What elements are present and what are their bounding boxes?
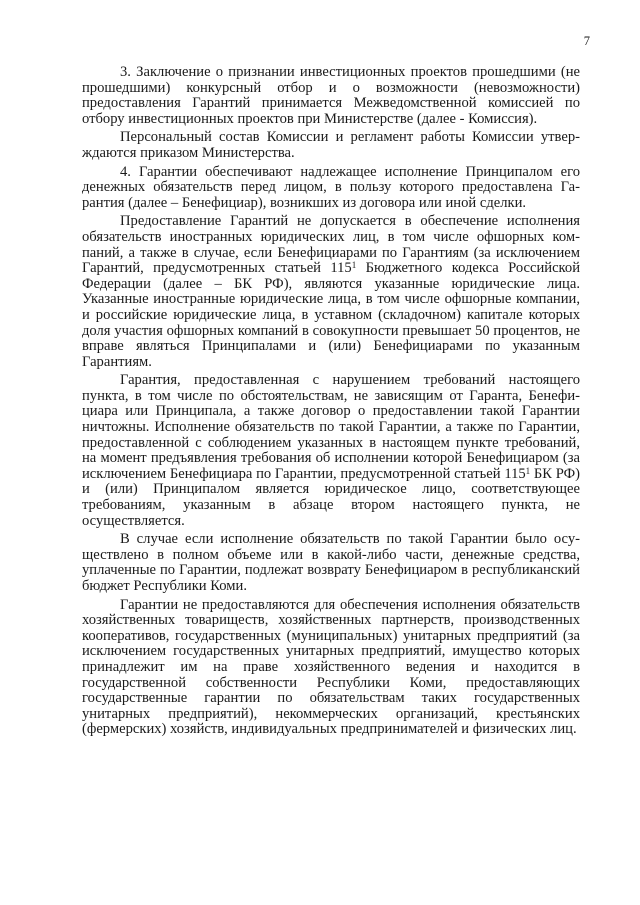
paragraph-void-guarantee: [82, 373, 580, 529]
paragraph-foreign-entities-text-2: Бюджетного кодекса Российской Федерации (далее – БК РФ), являются указанные юридические лица. Указанные иностранные юридические лица, в том числе офшорные компании, и российские юридические лица, в уставном (складочном) капитале которых доля участия офшорных компаний в совокупности превышает 50 процентов, не вправе являться Принципалами и (или) Бенефициарами по указанным Гарантиям.: [82, 260, 581, 370]
paragraph-foreign-entities-text-1: Предоставление Гарантий не допускается в обеспечение исполнения обязательств иностранных юридических лиц, в том числе офшорных компаний, а также в случае, если Бенефициарами по Гарантиям (за исключением Гарантий, предусмотренных статьей 115: [82, 213, 580, 277]
paragraph-commission-composition: Персональный состав Комиссии и регламент работы Комиссии утверждаются приказом Министерства.: [82, 129, 580, 161]
paragraph-void-guarantee-text-2: БК РФ) и (или) Принципалом является юридическое лицо, соответствующее требованиям, указанным в абзаце втором настоящего пункта, не осуществляется.: [82, 465, 580, 529]
paragraph-void-guarantee-text-1: Гарантия, предоставленная с нарушением требований настоящего пункта, в том числе по обстоятельствам, не зависящим от Гаранта, Бенефициара или Принципала, а также договор о предоставлении такой Гарантии ничтожны. Исполнение обязательств по такой Гарантии, а также по Гарантии, предоставленной с соблюдением указанных в настоящем пункте требований, на момент предъявления требования об исполнении которой Бенефициаром (за исключением Бенефициара по Гарантии, предусмотренной статьей 115: [82, 372, 580, 482]
superscript-article-number: 1: [525, 465, 531, 476]
paragraph-exclusions: Гарантии не предоставляются для обеспечения исполнения обязательств хозяйственных товариществ, хозяйственных партнерств, производственных кооперативов, государственных (муниципальных) унитарных предприятий (за исключением государственных унитарных предприятий, имущество которых принадлежит им на праве хозяйственного ведения и находится в государственной собственности Республики Коми, предоставляющих государственные гарантии по обязательствам таких государственных унитарных предприятий), некоммерческих организаций, крестьянских (фермерских) хозяйств, индивидуальных предпринимателей и физических лиц.: [82, 596, 580, 738]
paragraph-commission-conclusion: 3. Заключение о признании инвестиционных проектов прошедшими (не прошедшими) конкурсный отбор и о возможности (невозможности) предоставления Гарантий принимается Межведомственной комиссией по отбору инвестиционных проектов при Министерстве (далее - Комиссия).: [82, 64, 580, 127]
paragraph-guarantee-obligations: 4. Гарантии обеспечивают надлежащее исполнение Принципалом его денежных обязательств перед лицом, в пользу которого предоставлена Гарантия (далее – Бенефициар), возникших из договора или иной сделки.: [82, 163, 580, 211]
paragraph-foreign-entities: [82, 214, 580, 370]
page-number: 7: [583, 34, 590, 48]
document-body: [82, 65, 580, 741]
paragraph-refund: В случае если исполнение обязательств по такой Гарантии было осуществлено в полном объеме или в какой-либо части, денежные средства, уплаченные по Гарантии, подлежат возврату Бенефициаром в республиканский бюджет Республики Коми.: [82, 531, 580, 594]
superscript-article-number: 1: [351, 260, 357, 271]
